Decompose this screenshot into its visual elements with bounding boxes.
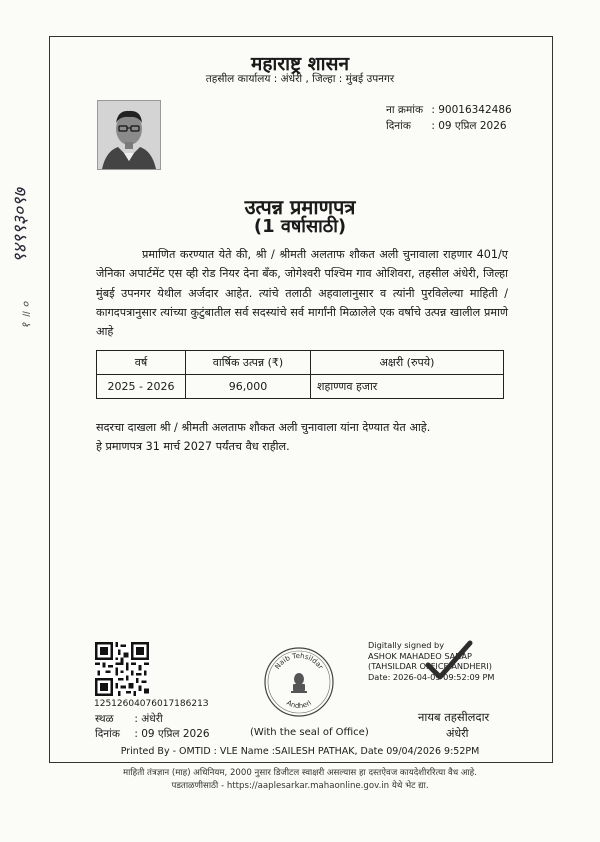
cell-income: 96,000 [186, 375, 311, 399]
handwritten-note-text-2: १ ॥ ० [19, 301, 33, 329]
signatory-place: अंधेरी [446, 727, 469, 740]
seal-caption: (With the seal of Office) [250, 727, 369, 738]
seal-text-top: Naib Tehsildar [273, 651, 325, 671]
certification-paragraph [96, 245, 508, 341]
place-line [95, 712, 163, 726]
number-value: : 90016342486 [431, 104, 512, 116]
date-label: दिनांक [386, 120, 411, 132]
qr-reference-number: 1251260407601718621З [94, 699, 209, 709]
date-value: : 09 एप्रिल 2026 [431, 120, 507, 132]
footer-date-label: दिनांक [95, 728, 120, 740]
footer-date-value: : 09 एप्रिल 2026 [134, 728, 210, 740]
cell-year: 2025 - 2026 [97, 375, 186, 399]
digital-signed-by: Digitally signed by [368, 640, 445, 650]
handwritten-note-text: ९४९९३०९७ [10, 188, 31, 263]
svg-text:Naib Tehsildar [273, 652, 324, 671]
issued-to-line: सदरचा दाखला श्री / श्रीमती अलताफ शौकत अली चुनावाला यांना देण्यात येत आहे. [96, 421, 431, 434]
income-table [96, 350, 504, 399]
certificate-subtitle: (1 वर्षासाठी) [253, 216, 347, 237]
office-line: तहसील कार्यालय : अंधेरी , जिल्हा : मुंबई उपनगर [205, 73, 395, 85]
handwritten-margin-note [6, 95, 36, 265]
issue-statement [96, 418, 508, 456]
seal-text-bottom: Andheri [285, 698, 313, 711]
signature-valid-check-icon [424, 639, 474, 683]
table-header-row [97, 351, 504, 375]
certificate-title: उत्पन्न प्रमाणपत्र [244, 195, 356, 219]
svg-text:Andheri [285, 699, 313, 710]
footer-date-line [95, 727, 210, 741]
digital-signer-name: ASHOK MAHADEO SANAP [368, 650, 472, 661]
digital-signer-office: (TAHSILDAR OFFICE ANDHERI) [368, 661, 492, 671]
government-title: महाराष्ट्र शासन [250, 53, 349, 75]
handwritten-margin-note-2 [14, 285, 38, 330]
digital-sign-date: Date: 2026-04-09 09:52:09 PM [368, 671, 495, 682]
paragraph-text: प्रमाणित करण्यात येते की, श्री / श्रीमती अलताफ शौकत अली चुनावाला राहणार 401/ए जेनिका अपार्टमेंट एस व्ही रोड नियर देना बँक, जोगेश्वरी पश्चिम गाव ओशिवरा, तहसील अंधेरी, जिल्हा मुंबई उपनगर येथील अर्जदार आहेत. त्यांचे तलाठी अहवालानुसार व त्यांनी पुरविलेल्या माहिती / कागदपत्रानुसार त्यांच्या कुटुंबातील सर्व सदस्यांचे सर्व मार्गांनी मिळालेले एक वर्षाचे उत्पन्न खालील प्रमाणे आहे [96, 248, 508, 339]
col-in-words: अक्षरी (रुपये) [311, 351, 504, 375]
col-year: वर्ष [97, 351, 186, 375]
certificate-number [386, 103, 512, 117]
validity-line: हे प्रमाणपत्र 31 मार्च 2027 पर्यंतच वैध राहील. [96, 440, 290, 453]
signatory-title: नायब तहसीलदार [418, 710, 490, 724]
office-seal-stamp [263, 646, 335, 718]
table-row [97, 375, 504, 399]
place-label: स्थळ [95, 713, 114, 725]
qr-code [95, 642, 149, 696]
col-income: वार्षिक उत्पन्न (₹) [186, 351, 311, 375]
applicant-photo [97, 100, 161, 170]
place-value: : अंधेरी [134, 713, 163, 725]
cell-in-words: शहाण्णव हजार [311, 375, 504, 399]
issue-date [386, 119, 507, 133]
legal-note-line-1: माहिती तंत्रज्ञान (माह) अधिनियम, 2000 नुसार डिजीटल स्वाक्षरी असल्यास हा दस्तऐवज कायदेशीररित्या वैध आहे. [123, 768, 477, 778]
number-label: ना क्रमांक [386, 104, 424, 116]
printed-by-line: Printed By - OMTID : VLE Name :SAILESH PATHAK, Date 09/04/2026 9:52PM [120, 746, 480, 757]
legal-note-line-2: पडताळणीसाठी - https://aaplesarkar.mahaonline.gov.in येथे भेट द्या. [171, 781, 429, 791]
